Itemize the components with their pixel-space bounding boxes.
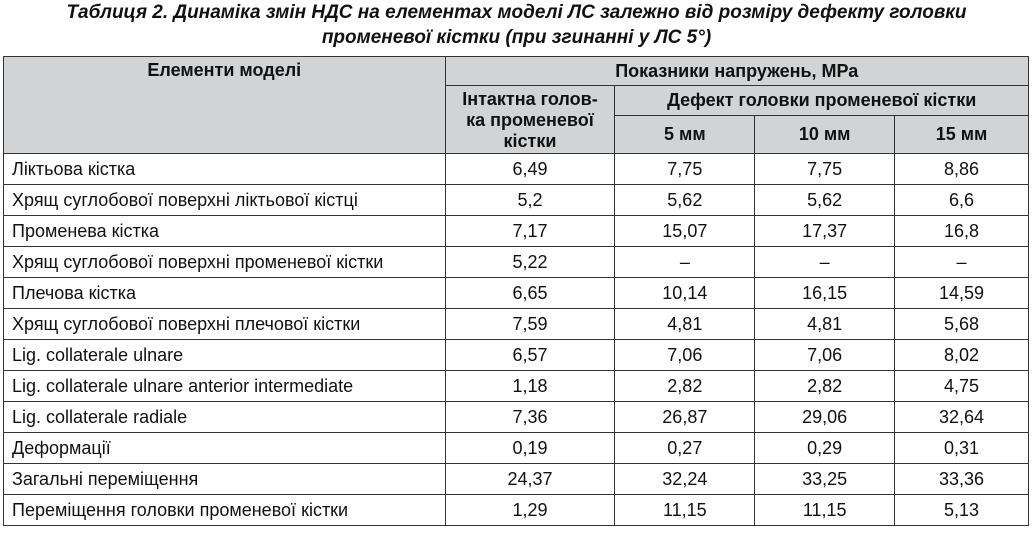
row-label: Ліктьова кістка (4, 154, 446, 185)
cell-value: – (755, 247, 895, 278)
cell-value: 4,81 (755, 309, 895, 340)
cell-value: 0,19 (445, 433, 615, 464)
cell-value: 1,29 (445, 495, 615, 526)
cell-value: 5,22 (445, 247, 615, 278)
cell-value: 7,36 (445, 402, 615, 433)
table-row (4, 216, 1029, 247)
cell-value: 26,87 (615, 402, 755, 433)
table-row (4, 278, 1029, 309)
caption-line-2: променевої кістки (при згинанні у ЛС 5°) (321, 27, 712, 48)
header-intact-line-2: ка променевої (466, 110, 594, 130)
table-body (4, 154, 1029, 526)
cell-value: 2,82 (615, 371, 755, 402)
cell-value: 1,18 (445, 371, 615, 402)
row-label: Хрящ суглобової поверхні ліктьової кістці (4, 185, 446, 216)
header-stress-indicators: Показники напружень, МРа (445, 57, 1028, 86)
table-row (4, 402, 1029, 433)
cell-value: 16,15 (755, 278, 895, 309)
table-row (4, 340, 1029, 371)
table-row (4, 495, 1029, 526)
row-label: Деформації (4, 433, 446, 464)
cell-value: 7,06 (755, 340, 895, 371)
cell-value: 6,65 (445, 278, 615, 309)
table-row (4, 464, 1029, 495)
table-row (4, 371, 1029, 402)
cell-value: 24,37 (445, 464, 615, 495)
cell-value: 8,86 (895, 154, 1029, 185)
cell-value: 32,64 (895, 402, 1029, 433)
cell-value: 0,29 (755, 433, 895, 464)
cell-value: 5,2 (445, 185, 615, 216)
header-intact-head (445, 86, 615, 154)
cell-value: 7,75 (615, 154, 755, 185)
cell-value: 32,24 (615, 464, 755, 495)
cell-value: 6,57 (445, 340, 615, 371)
caption-line-1: Таблиця 2. Динаміка змін НДС на елементах моделі ЛС залежно від розміру дефекту головки (66, 2, 967, 23)
cell-value: – (615, 247, 755, 278)
cell-value: 11,15 (615, 495, 755, 526)
cell-value: 6,49 (445, 154, 615, 185)
header-defect-15mm: 15 мм (895, 116, 1029, 154)
cell-value: 4,81 (615, 309, 755, 340)
cell-value: 33,25 (755, 464, 895, 495)
cell-value: 5,13 (895, 495, 1029, 526)
row-label: Загальні переміщення (4, 464, 446, 495)
cell-value: 14,59 (895, 278, 1029, 309)
header-intact-line-3: кістки (503, 131, 557, 151)
row-label: Lig. collaterale radiale (4, 402, 446, 433)
cell-value: 33,36 (895, 464, 1029, 495)
cell-value: 7,06 (615, 340, 755, 371)
header-defect-10mm: 10 мм (755, 116, 895, 154)
row-label: Плечова кістка (4, 278, 446, 309)
header-model-elements: Елементи моделі (4, 57, 446, 154)
cell-value: 0,27 (615, 433, 755, 464)
cell-value: 2,82 (755, 371, 895, 402)
cell-value: 6,6 (895, 185, 1029, 216)
cell-value: 5,62 (615, 185, 755, 216)
table-caption (0, 0, 1033, 52)
cell-value: 5,68 (895, 309, 1029, 340)
table-row (4, 247, 1029, 278)
row-label: Lig. collaterale ulnare anterior intermediate (4, 371, 446, 402)
cell-value: – (895, 247, 1029, 278)
table-row (4, 185, 1029, 216)
header-defect: Дефект головки променевої кістки (615, 86, 1029, 116)
cell-value: 8,02 (895, 340, 1029, 371)
header-defect-5mm: 5 мм (615, 116, 755, 154)
row-label: Хрящ суглобової поверхні променевої кістки (4, 247, 446, 278)
cell-value: 7,75 (755, 154, 895, 185)
cell-value: 10,14 (615, 278, 755, 309)
cell-value: 0,31 (895, 433, 1029, 464)
table-row (4, 433, 1029, 464)
table-row (4, 154, 1029, 185)
cell-value: 17,37 (755, 216, 895, 247)
table-row (4, 309, 1029, 340)
cell-value: 11,15 (755, 495, 895, 526)
cell-value: 7,17 (445, 216, 615, 247)
row-label: Променева кістка (4, 216, 446, 247)
row-label: Переміщення головки променевої кістки (4, 495, 446, 526)
row-label: Lig. collaterale ulnare (4, 340, 446, 371)
cell-value: 29,06 (755, 402, 895, 433)
header-intact-line-1: Інтактна голов- (462, 89, 598, 109)
cell-value: 15,07 (615, 216, 755, 247)
cell-value: 4,75 (895, 371, 1029, 402)
cell-value: 16,8 (895, 216, 1029, 247)
row-label: Хрящ суглобової поверхні плечової кістки (4, 309, 446, 340)
data-table (3, 56, 1029, 526)
cell-value: 5,62 (755, 185, 895, 216)
cell-value: 7,59 (445, 309, 615, 340)
